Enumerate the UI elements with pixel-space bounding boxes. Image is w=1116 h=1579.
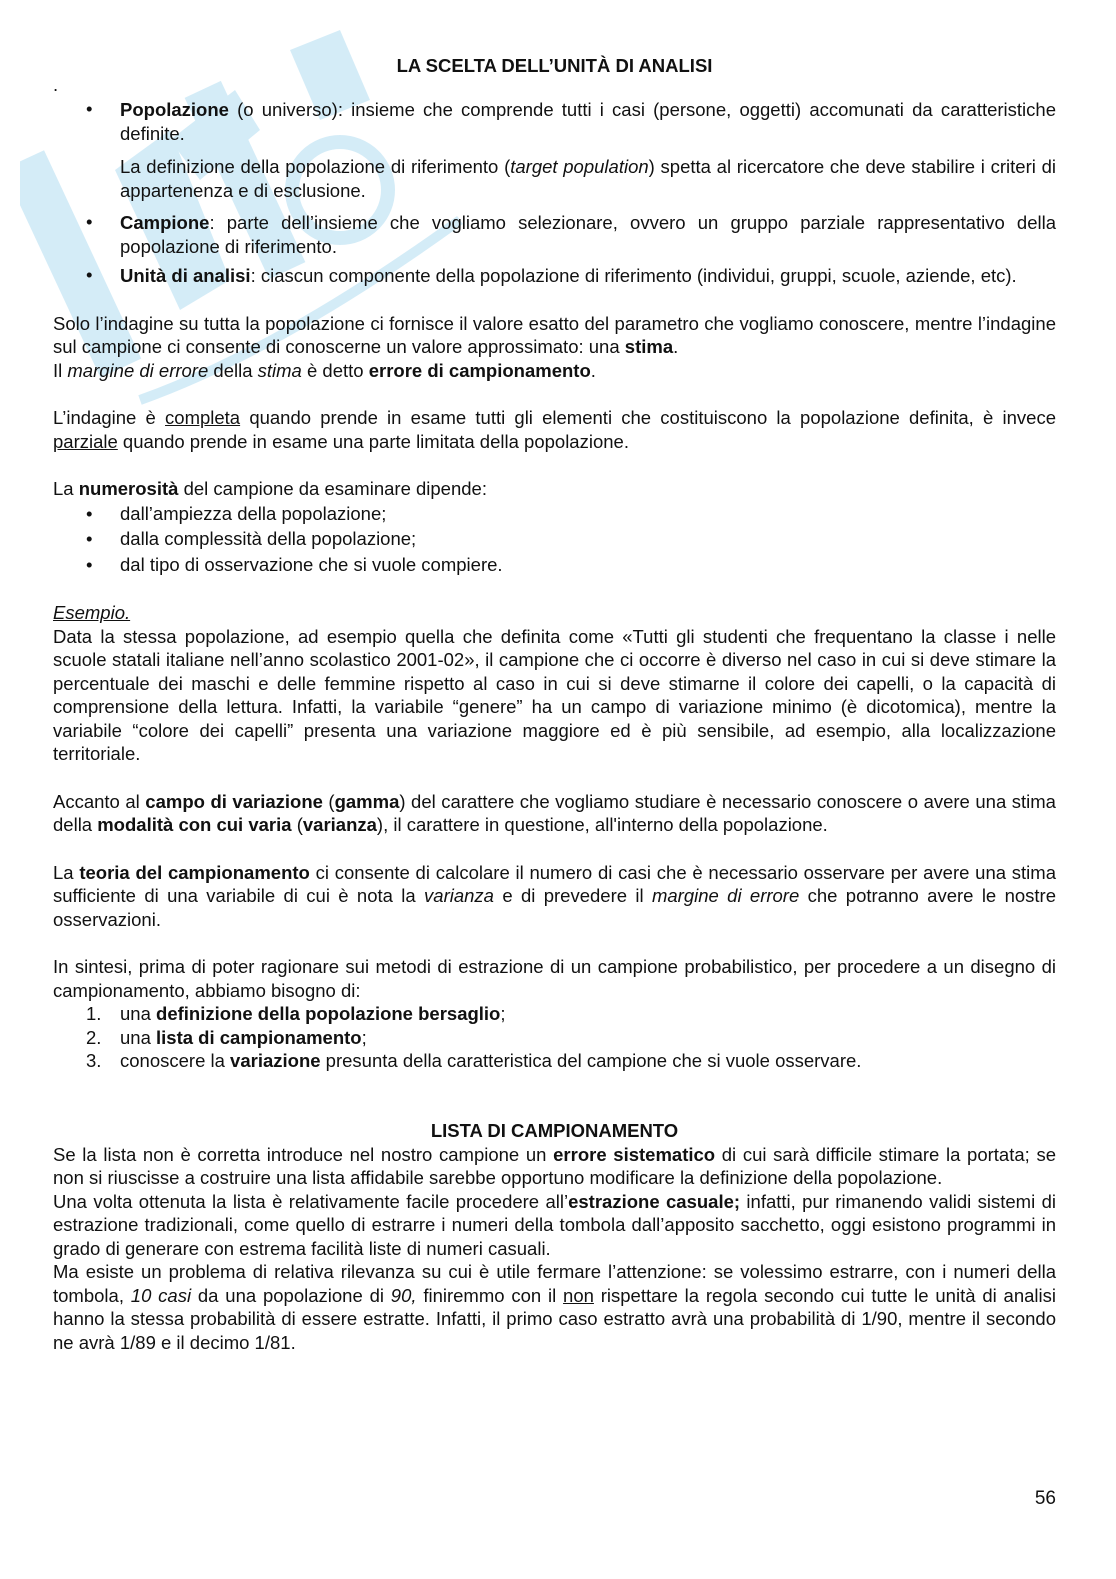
paragraph-teoria: La teoria del campionamento ci consente di calcolare il numero di casi che è necessario osservare per avere una stima sufficiente di una variabile di cui è nota la varianza e di prevedere il margine di errore che potranno avere le nostre osservazioni. [53,861,1056,930]
population-note: La definizione della popolazione di riferimento (target population) spetta al ricercatore che deve stabilire i criteri di appartenenza e di esclusione. [120,156,1056,201]
page-title: LA SCELTA DELL’UNITÀ DI ANALISI [396,55,713,76]
paragraph-indagine: L’indagine è completa quando prende in esame tutti gli elementi che costituiscono la popolazione definita, è invece parziale quando prende in esame una parte limitata della popolazione. [53,407,1056,452]
document-page [53,54,1056,1354]
paragraph-lista: Se la lista non è corretta introduce nel nostro campione un errore sistematico di cui sarà difficile stimare la portata; se non si riuscisse a costruire una lista affidabile sarebbe opportuno modificare la definizione della popolazione. [53,1143,1056,1188]
list-item: • dal tipo di osservazione che si vuole compiere. [53,552,1056,578]
definition-text: (o universo): insieme che comprende tutti i casi (persone, oggetti) accomunati da caratteristiche definite. [120,99,1056,144]
list-item: 1. una definizione della popolazione bersaglio; [86,1003,506,1024]
needs-list [53,1002,1056,1073]
list-item [53,264,1056,288]
page-number: 56 [1034,1488,1056,1509]
term-unita-di-analisi: Unità di analisi [120,265,251,286]
paragraph-variazione: Accanto al campo di variazione (gamma) del carattere che vogliamo studiare è necessario conoscere o avere una stima della modalità con cui varia (varianza), il carattere in questione, all'interno della popolazione. [53,790,1056,835]
term-popolazione: Popolazione [120,99,229,120]
list-item: • dall’ampiezza della popolazione; [53,501,1056,527]
definition-text: : ciascun componente della popolazione di riferimento (individui, gruppi, scuole, aziende, etc). [250,265,1017,286]
definition-text: : parte dell’insieme che vogliamo selezionare, ovvero un gruppo parziale rappresentativo della popolazione di riferimento. [120,212,1056,257]
paragraph-errore: Il margine di errore della stima è detto errore di campionamento. [53,359,596,381]
list-item: • dalla complessità della popolazione; [53,526,1056,552]
section-title: LISTA DI CAMPIONAMENTO [430,1119,679,1141]
dependency-list [53,501,1056,578]
example-text: Data la stessa popolazione, ad esempio quella che definita come «Tutti gli studenti che frequentano la classe i nelle scuole statali italiane nell’anno scolastico 2001-02», il campione che ci occorre è diverso nel caso in cui si deve stimare la percentuale dei maschi e delle femmine rispetto al caso in cui si deve stimarne il colore dei capelli, o la capacità di comprensione della lettura. Infatti, la variabile “genere” ha un campo di variazione minimo (è dicotomica), mentre la variabile “colore dei capelli” presenta una variazione maggiore ed è più sensibile, ad esempio, alla localizzazione territoriale. [53,625,1056,764]
list-item [53,211,1056,258]
list-item: 2. una lista di campionamento; [86,1026,367,1048]
paragraph-numerosita: La numerosità del campione da esaminare dipende: [53,478,487,499]
definitions-list [53,98,1056,288]
paragraph-stima: Solo l’indagine su tutta la popolazione ci fornisce il valore esatto del parametro che vogliamo conoscere, mentre l’indagine sul campione ci consente di conoscerne un valore approssimato: una stima. [53,312,1056,357]
list-item: 3. conoscere la variazione presunta della caratteristica del campione che si vuole osservare. [86,1050,862,1071]
paragraph-estrazione: Una volta ottenuta la lista è relativamente facile procedere all’estrazione casuale; infatti, pur rimanendo validi sistemi di estrazione tradizionali, come quello di estrarre i numeri della tombola dall’apposito sacchetto, oggi esistono programmi in grado di generare con estrema facilità liste di numeri casuali. [53,1190,1056,1259]
example-label: Esempio. [53,602,131,623]
paragraph-sintesi: In sintesi, prima di poter ragionare sui metodi di estrazione di un campione probabilistico, per procedere a un disegno di campionamento, abbiamo bisogno di: [53,956,1056,1001]
term-campione: Campione [120,212,210,233]
stray-dot: . [53,74,59,95]
list-item [53,98,1056,202]
paragraph-tombola: Ma esiste un problema di relativa rilevanza su cui è utile fermare l’attenzione: se volessimo estrarre, con i numeri della tombola, 10 casi da una popolazione di 90, finiremmo con il non rispettare la regola secondo cui tutte le unità di analisi hanno la stessa probabilità di essere estratte. Infatti, il primo caso estratto avrà una probabilità di 1/90, mentre il secondo ne avrà 1/89 e il decimo 1/81. [53,1261,1056,1353]
